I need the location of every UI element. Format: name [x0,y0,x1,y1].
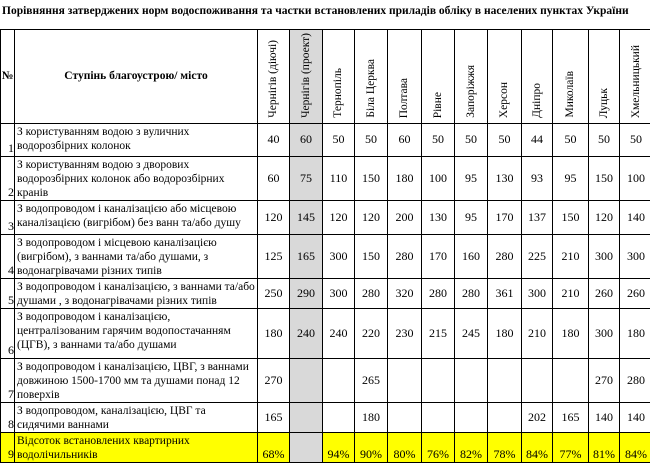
table-cell: 50 [355,123,388,156]
table-row [1,200,650,234]
table-cell: 165 [258,402,290,432]
header-city-label: Чернігів (діючі) [267,37,280,120]
row-number: 1 [1,123,15,156]
table-cell: 260 [589,278,620,308]
table-cell: 93 [522,156,553,200]
header-row [1,30,650,124]
table-cell: 95 [455,200,488,234]
table-cell [488,358,522,402]
table-cell: 280 [355,278,388,308]
table-cell: 225 [522,234,553,278]
table-row [1,432,650,462]
table-cell: 140 [589,402,620,432]
header-city-label: Миколаїв [564,68,577,119]
table-cell: 220 [355,308,388,358]
header-city [355,30,388,124]
row-number: 6 [1,308,15,358]
table-cell: 200 [388,200,422,234]
table-cell: 120 [589,200,620,234]
table-cell [455,402,488,432]
table-cell: 300 [589,308,620,358]
table-cell: 165 [553,402,589,432]
row-description: З водопроводом і каналізацією, централізованим гарячим водопостачанням (ЦГВ), з ваннами та/або душами [15,308,258,358]
table-row [1,278,650,308]
table-cell: 50 [455,123,488,156]
table-cell: 150 [355,156,388,200]
table-cell: 215 [422,308,455,358]
header-city [258,30,290,124]
table-cell: 361 [488,278,522,308]
table-cell: 210 [553,234,589,278]
table-cell [488,402,522,432]
table-cell: 81% [589,432,620,462]
table-cell: 240 [323,308,355,358]
row-number: 8 [1,402,15,432]
header-num: № [1,30,15,124]
table-cell: 165 [290,234,323,278]
table-cell: 300 [589,234,620,278]
table-cell: 300 [323,234,355,278]
table-cell: 120 [258,200,290,234]
table-cell: 94% [323,432,355,462]
table-cell: 210 [553,278,589,308]
header-city [589,30,620,124]
table-cell: 76% [422,432,455,462]
table-cell: 145 [290,200,323,234]
table-cell: 280 [388,234,422,278]
table-cell [290,402,323,432]
header-city [388,30,422,124]
table-body [1,123,650,462]
table-cell: 120 [323,200,355,234]
table-cell [290,432,323,462]
row-number: 5 [1,278,15,308]
table-cell: 140 [620,402,650,432]
table-cell: 245 [455,308,488,358]
table-cell: 300 [323,278,355,308]
row-description: З водопроводом і каналізацією, з ваннами та/або душами , з водонагрівачами різних типів [15,278,258,308]
table-cell: 270 [258,358,290,402]
header-city-label: Чернігів (проект) [300,30,313,120]
header-city [422,30,455,124]
table-cell: 290 [290,278,323,308]
row-description: З користуванням водою з дворових водорозбірних колонок або водорозбірних кранів [15,156,258,200]
table-cell: 50 [422,123,455,156]
header-city [455,30,488,124]
table-cell: 90% [355,432,388,462]
table-cell: 150 [553,200,589,234]
table-cell: 50 [488,123,522,156]
header-city [522,30,553,124]
table-cell: 300 [620,234,650,278]
row-number: 2 [1,156,15,200]
table-cell: 130 [488,156,522,200]
table-cell: 60 [290,123,323,156]
table-cell: 150 [355,234,388,278]
header-city-label: Луцьк [598,85,611,120]
table-cell: 78% [488,432,522,462]
table-cell: 50 [620,123,650,156]
table-cell: 210 [522,308,553,358]
header-city-label: Херсон [498,79,511,120]
row-number: 9 [1,432,15,462]
table-cell: 125 [258,234,290,278]
header-step: Ступінь благоустрою/ місто [15,30,258,124]
table-cell: 180 [488,308,522,358]
table-cell: 160 [455,234,488,278]
table-cell: 180 [620,308,650,358]
row-number: 7 [1,358,15,402]
table-cell: 84% [522,432,553,462]
table-cell: 280 [488,234,522,278]
table-cell: 75 [290,156,323,200]
table-cell: 80% [388,432,422,462]
header-city [290,30,323,124]
header-city [553,30,589,124]
table-cell: 230 [388,308,422,358]
table-cell [422,358,455,402]
table-row [1,156,650,200]
header-city-label: Дніпро [531,80,544,120]
table-cell: 250 [258,278,290,308]
table-cell: 150 [589,156,620,200]
table-cell: 265 [355,358,388,402]
table-cell [522,358,553,402]
table-cell: 50 [323,123,355,156]
table-row [1,402,650,432]
row-description: З водопроводом і каналізацією або місцевою каналізацією (вигрібом) без ванн та/або душу [15,200,258,234]
table-row [1,123,650,156]
table-cell: 110 [323,156,355,200]
table-cell: 50 [589,123,620,156]
header-city-label: Рівне [432,89,445,120]
header-city-label: Хмельницький [630,42,643,120]
table-cell: 95 [553,156,589,200]
table-cell: 280 [422,278,455,308]
table-cell: 137 [522,200,553,234]
header-city-label: Запоріжжя [465,62,478,120]
table-cell: 68% [258,432,290,462]
table-cell: 60 [388,123,422,156]
table-cell [388,402,422,432]
row-description: З користуванням водою з вуличних водорозбірних колонок [15,123,258,156]
table-cell [455,358,488,402]
table-cell: 77% [553,432,589,462]
header-city-label: Тернопіль [332,65,345,120]
table-cell: 240 [290,308,323,358]
table-cell: 260 [620,278,650,308]
table-cell: 100 [422,156,455,200]
table-cell [323,402,355,432]
row-description: З водопроводом, каналізацією, ЦВГ та сидячими ваннами [15,402,258,432]
table-cell: 270 [589,358,620,402]
table-cell: 170 [422,234,455,278]
header-city-label: Полтава [398,75,411,120]
table-cell: 180 [553,308,589,358]
table-title: Порівняння затверджених норм водоспоживання та частки встановлених приладів обліку в населених пунктах України [0,0,650,22]
table-cell: 180 [258,308,290,358]
row-description: Відсоток встановлених квартирних водолічильників [15,432,258,462]
table-cell: 130 [422,200,455,234]
header-city-label: Біла Церква [365,56,378,120]
table-cell: 280 [455,278,488,308]
table-cell: 202 [522,402,553,432]
header-city [323,30,355,124]
table-row [1,358,650,402]
row-number: 4 [1,234,15,278]
table-cell [422,402,455,432]
table-cell: 300 [522,278,553,308]
table-cell: 60 [258,156,290,200]
row-description: З водопроводом і місцевою каналізацією (вигрібом), з ваннами та/або душами, з водонагрівачами різних типів [15,234,258,278]
table-cell: 280 [620,358,650,402]
row-description: З водопроводом і каналізацією, ЦВГ, з ваннами довжиною 1500-1700 мм та душами понад 12 поверхів [15,358,258,402]
table-cell: 84% [620,432,650,462]
table-cell: 120 [355,200,388,234]
table-cell: 180 [388,156,422,200]
table-cell [553,358,589,402]
row-number: 3 [1,200,15,234]
table-cell: 140 [620,200,650,234]
table-cell: 320 [388,278,422,308]
table-cell: 100 [620,156,650,200]
table-cell: 82% [455,432,488,462]
header-city [488,30,522,124]
table-cell [388,358,422,402]
table-cell [323,358,355,402]
table-cell: 44 [522,123,553,156]
table-row [1,308,650,358]
table-cell: 180 [355,402,388,432]
norms-table [0,29,650,463]
table-cell: 95 [455,156,488,200]
table-cell [290,358,323,402]
header-city [620,30,650,124]
table-cell: 40 [258,123,290,156]
table-cell: 50 [553,123,589,156]
table-cell: 170 [488,200,522,234]
table-row [1,234,650,278]
